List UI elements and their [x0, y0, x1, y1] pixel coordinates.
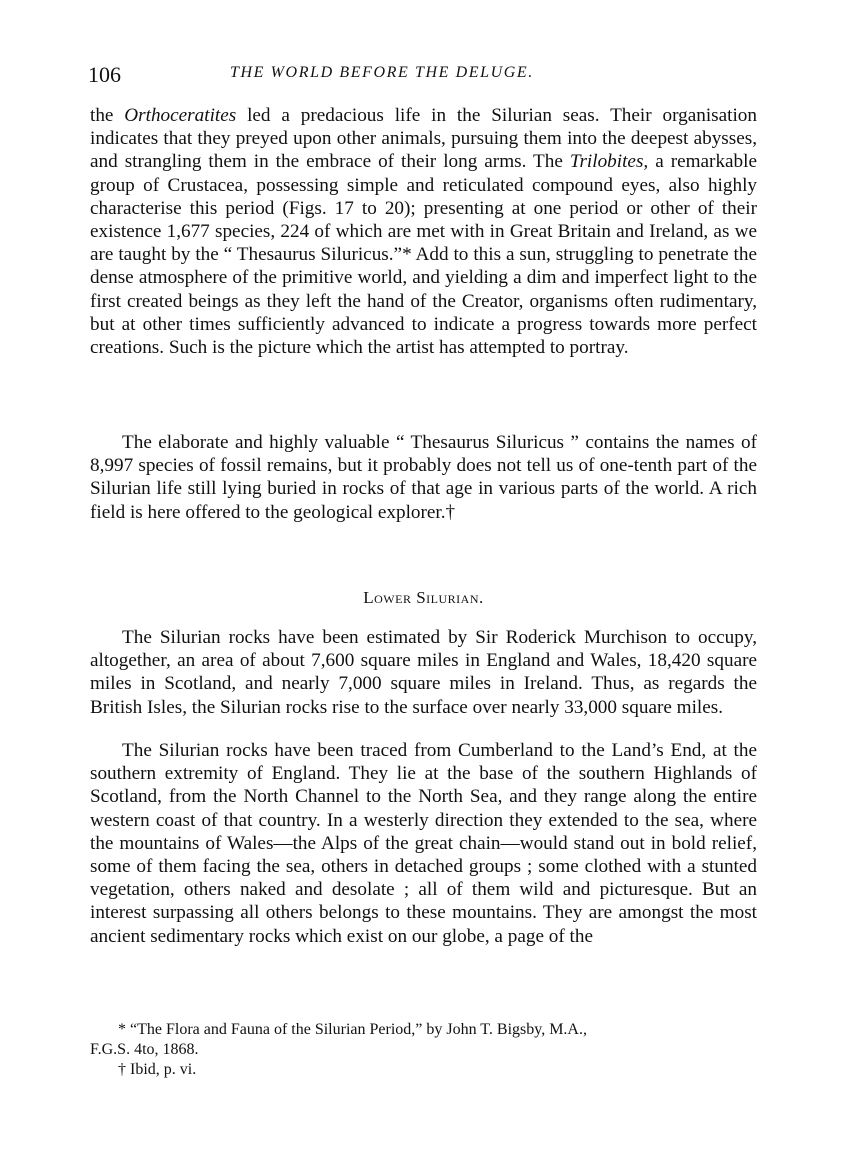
running-title: THE WORLD BEFORE THE DELUGE. — [230, 64, 534, 81]
footnote-2: † Ibid, p. vi. — [118, 1061, 197, 1078]
paragraph-orthoceratites: the Orthoceratites led a predacious life in the Silurian seas. Their organisation indicates that they preyed upon other animals, pursuing them into the deepest abysses, and strangling them in the embrace of their long arms. The Trilobites, a remarkable group of Crustacea, possessing simple and reticulated compound eyes, also highly characterise this period (Figs. 17 to 20); presenting at one period or other of their existence 1,677 species, 224 of which are met with in Great Britain and Ireland, as we are taught by the “ Thesaurus Siluricus.”* Add to this a sun, struggling to penetrate the dense atmosphere of the primitive world, and yielding a dim and imperfect light to the first created beings as they left the hand of the Creator, organisms often rudimentary, but at other times sufficiently advanced to indicate a progress towards more perfect creations. Such is the picture which the artist has attempted to portray. — [90, 105, 757, 359]
trilobites-term: Trilobites, — [569, 151, 649, 173]
paragraph-area: The Silurian rocks have been estimated by Sir Roderick Murchison to occupy, altogether, an area of about 7,600 square miles in England and Wales, 18,420 square miles in Scotland, and nearly 7,000 square miles in Ireland. Thus, as regards the British Isles, the Silurian rocks rise to the surface over nearly 33,000 square miles. — [90, 627, 757, 718]
footnote-1-line-1: * “The Flora and Fauna of the Silurian Period,” by John T. Bigsby, M.A., — [118, 1021, 587, 1038]
section-heading: Lower Silurian. — [363, 588, 484, 607]
page-header — [88, 62, 758, 90]
paragraph-traced: The Silurian rocks have been traced from Cumberland to the Land’s End, at the southern extremity of England. They lie at the base of the southern Highlands of Scotland, from the North Channel to the North Sea, and they range along the entire western coast of that country. In a westerly direction they extended to the sea, where the mountains of Wales—the Alps of the great chain—would stand out in bold relief, some of them facing the sea, others in detached groups ; some clothed with a stunted vegetation, others naked and desolate ; all of them wild and picturesque. But an interest surpassing all others belongs to these mountains. They are amongst the most ancient sedimentary rocks which exist on our globe, a page of the — [90, 740, 757, 947]
paragraph-thesaurus: The elaborate and highly valuable “ Thesaurus Siluricus ” contains the names of 8,997 species of fossil remains, but it probably does not tell us of one-tenth part of the Silurian life still lying buried in rocks of that age in various parts of the world. A rich field is here offered to the geological explorer.† — [90, 432, 757, 523]
footnotes — [90, 1020, 757, 1080]
footnote-1-line-2: F.G.S. 4to, 1868. — [90, 1041, 199, 1058]
orthoceratites-term: Orthoceratites — [124, 105, 237, 126]
page-number: 106 — [88, 62, 121, 87]
